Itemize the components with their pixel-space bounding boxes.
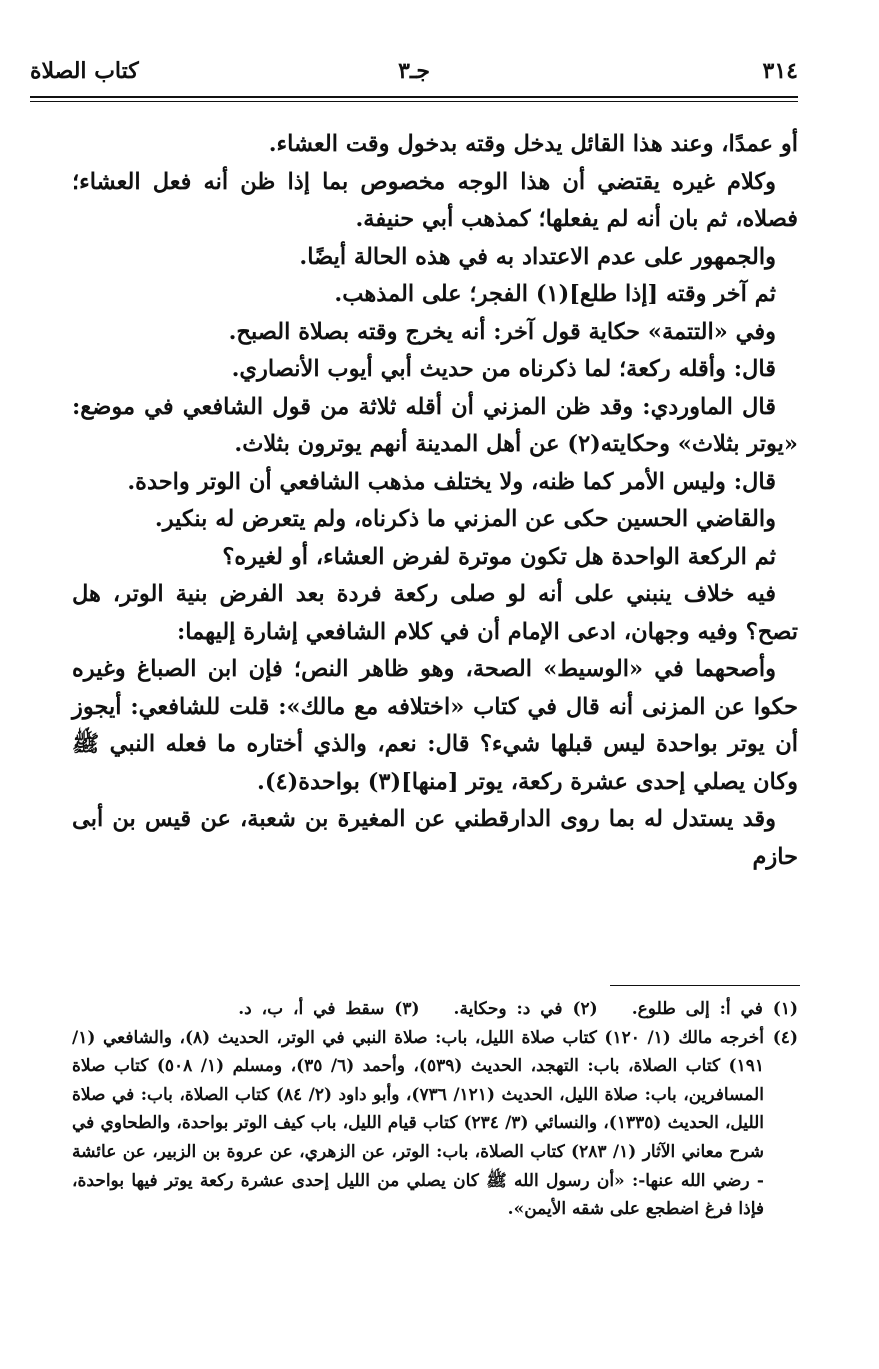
footnote-4-number: (٤) [772, 1027, 798, 1048]
running-title: كتاب الصلاة [30, 58, 139, 84]
footnote-3: (٣) سقط في أ، ب، د. [238, 999, 420, 1019]
footnote-row [72, 995, 798, 1024]
paragraph: أو عمدًا، وعند هذا القائل يدخل وقته بدخول وقت العشاء. [268, 131, 798, 157]
paragraph: والقاضي الحسين حكى عن المزني ما ذكرناه، ولم يتعرض له بنكير. [154, 506, 776, 532]
page-header [30, 58, 798, 94]
paragraph: ثم الركعة الواحدة هل تكون موترة لفرض العشاء، أو لغيره؟ [222, 543, 776, 570]
paragraph: قال: وليس الأمر كما ظنه، ولا يختلف مذهب الشافعي أن الوتر واحدة. [127, 468, 776, 495]
footnotes [72, 995, 798, 1224]
paragraph: والجمهور على عدم الاعتداد به في هذه الحالة أيضًا. [299, 243, 776, 270]
volume-label: جـ٣ [398, 58, 430, 84]
paragraph: وكلام غيره يقتضي أن هذا الوجه مخصوص بما إذا ظن أنه فعل العشاء؛ فصلاه، ثم بان أنه لم يفعلها؛ كمذهب أبي حنيفة. [72, 168, 798, 232]
footnote-4 [72, 1024, 798, 1224]
footnote-separator [610, 985, 800, 986]
header-rule [30, 96, 798, 98]
header-rule-thin [30, 101, 798, 102]
footnote-4-text: أخرجه مالك (١/ ١٢٠) كتاب صلاة الليل، باب: صلاة النبي في الوتر، الحديث (٨)، والشافعي (١/ ١٩١) كتاب الصلاة، باب: التهجد، الحديث (٥٣٩)، وأحمد (٦/ ٣٥)، ومسلم (١/ ٥٠٨) كتاب صلاة المسافرين، باب: صلاة الليل، الحديث (١٢١/ ٧٣٦)، وأبو داود (٢/ ٨٤) كتاب الصلاة، باب: في صلاة الليل، الحديث (١٣٣٥)، والنسائي (٣/ ٢٣٤) كتاب قيام الليل، باب كيف الوتر بواحدة، والطحاوي في شرح معاني الآثار (١/ ٢٨٣) كتاب الصلاة، باب: الوتر، عن الزهري، عن عروة بن الزبير، عن عائشة - رضي الله عنها-: «أن رسول الله ﷺ كان يصلي من الليل إحدى عشرة ركعة يوتر فيها بواحدة، فإذا فرغ اضطجع على شقه الأيمن». [72, 1027, 765, 1220]
paragraph: قال الماوردي: وقد ظن المزني أن أقله ثلاثة من قول الشافعي في موضع: «يوتر بثلاث» وحكايته(٢) عن أهل المدينة أنهم يوترون بثلاث. [72, 393, 798, 457]
page-number: ٣١٤ [762, 58, 798, 84]
paragraph: قال: وأقله ركعة؛ لما ذكرناه من حديث أبي أيوب الأنصاري. [231, 356, 776, 382]
paragraph: ثم آخر وقته [إذا طلع](١) الفجر؛ على المذهب. [334, 281, 776, 307]
footnote-1: (١) في أ: إلى طلوع. [631, 999, 798, 1019]
paragraph: وقد يستدل له بما روى الدارقطني عن المغيرة بن شعبة، عن قيس بن أبى حازم [72, 806, 798, 870]
paragraph: وأصحهما في «الوسيط» الصحة، وهو ظاهر النص؛ فإن ابن الصباغ وغيره حكوا عن المزنى أنه قال في كتاب «اختلافه مع مالك»: قلت للشافعي: أيجوز أن يوتر بواحدة ليس قبلها شيء؟ قال: نعم، والذي أختاره ما فعله النبي ﷺ وكان يصلي إحدى عشرة ركعة، يوتر [منها](٣) بواحدة(٤). [72, 656, 798, 795]
main-text [72, 126, 798, 876]
paragraph: فيه خلاف ينبني على أنه لو صلى ركعة فردة بعد الفرض بنية الوتر، هل تصح؟ وفيه وجهان، ادعى الإمام أن في كلام الشافعي إشارة إليهما: [72, 581, 798, 645]
footnote-2: (٢) في د: وحكاية. [453, 999, 598, 1019]
paragraph: وفي «التتمة» حكاية قول آخر: أنه يخرج وقته بصلاة الصبح. [228, 318, 776, 345]
